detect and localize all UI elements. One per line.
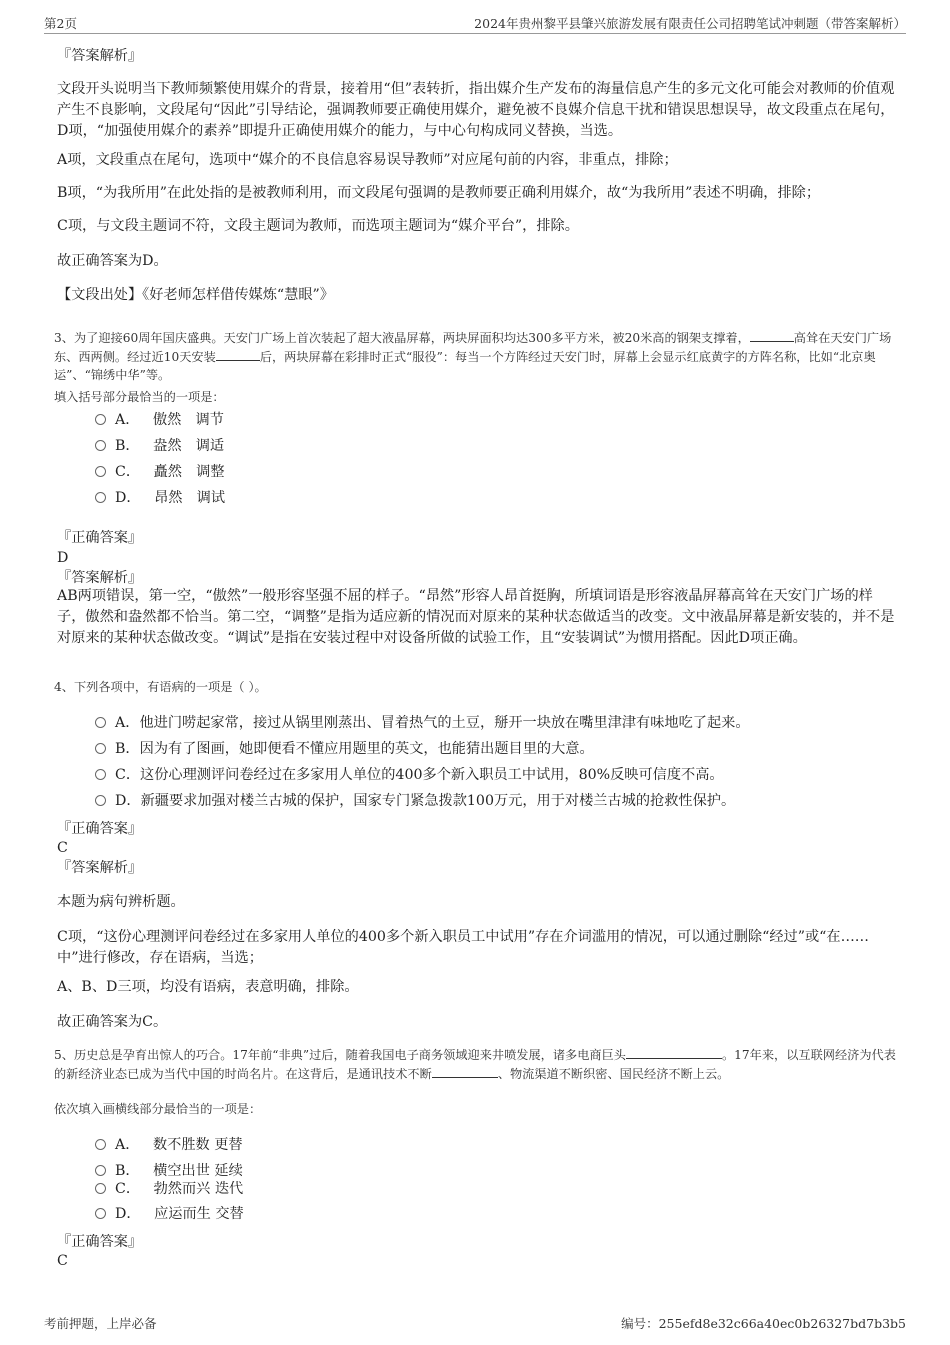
radio-icon[interactable] [95,1139,106,1150]
analysis-paragraph: AB两项错误，第一空，“傲然”一般形容坚强不屈的样子。“昂然”形容人昂首挺胸，所填词语是形容液晶屏幕高耸在天安门广场的样子，傲然和盎然都不恰当。第二空，“调整”是指为适应新的情况而对原来的某种状态做适当的改变。文中液晶屏幕是新安装的，并不是对原来的某种状态做改变。“调试”是指在安装过程中对设备所做的试验工作，且“安装调试”为惯用搭配。因此D项正确。 [57,588,895,646]
analysis-conclusion: 故正确答案为C。 [57,1014,168,1030]
option-d[interactable]: D． 应运而生 交替 [95,1204,244,1224]
answer-label: 『正确答案』 [57,821,143,837]
option-b[interactable]: B．因为有了图画，她即便看不懂应用题里的英文，也能猜出题目里的大意。 [95,739,594,759]
option-c[interactable]: C． 矗然 调整 [95,462,225,482]
question-3-stem: 3、为了迎接60周年国庆盛典。天安门广场上首次装起了超大液晶屏幕，两块屏面积均达300多平方米，被20米高的钢架支撑着， 高耸在天安门广场东、西两侧。经过近10天安装 后，两块屏幕在彩排时正式“服役”：每当一个方阵经过天安门时，屏幕上会显示红底黄字的方阵名称，比如“北京奥运”、“锦绣中华”等。 [54,331,892,382]
analysis-option-c: C项，“这份心理测评问卷经过在多家用人单位的400多个新入职员工中试用”存在介词滥用的情况，可以通过删除“经过”或“在……中”进行修改，存在语病，当选； [57,929,869,966]
option-c[interactable]: C． 勃然而兴 迭代 [95,1179,243,1199]
answer-label: 『正确答案』 [57,1234,143,1250]
analysis-label: 『答案解析』 [57,48,143,64]
analysis-paragraph: 本题为病句辨析题。 [57,894,185,910]
option-b[interactable]: B． 横空出世 延续 [95,1161,243,1181]
option-d[interactable]: D．新疆要求加强对楼兰古城的保护，国家专门紧急拨款100万元，用于对楼兰古城的抢救性保护。 [95,791,735,811]
option-a[interactable]: A． 数不胜数 更替 [95,1135,243,1155]
analysis-label: 『答案解析』 [57,860,143,876]
analysis-options-abd: A、B、D三项，均没有语病，表意明确，排除。 [57,979,359,995]
page-number: 第2页 [44,16,77,31]
question-3-prompt: 填入括号部分最恰当的一项是： [54,390,225,404]
header-divider [44,33,906,34]
document-title: 2024年贵州黎平县肇兴旅游发展有限责任公司招聘笔试冲刺题（带答案解析） [474,16,906,31]
analysis-conclusion: 故正确答案为D。 [57,253,168,269]
answer-label: 『正确答案』 [57,530,143,546]
question-4-stem: 4、下列各项中，有语病的一项是（ ）。 [54,680,267,694]
radio-icon[interactable] [95,492,106,503]
source-citation: 【文段出处】《好老师怎样借传媒炼“慧眼”》 [57,287,334,303]
fill-blank [750,329,794,342]
radio-icon[interactable] [95,743,106,754]
option-c[interactable]: C．这份心理测评问卷经过在多家用人单位的400多个新入职员工中试用，80%反映可信度不高。 [95,765,724,785]
answer-value: D [57,550,69,566]
analysis-label: 『答案解析』 [57,570,143,586]
footer-slogan: 考前押题，上岸必备 [44,1316,157,1331]
radio-icon[interactable] [95,1208,106,1219]
answer-value: C [57,840,68,856]
fill-blank [626,1046,722,1059]
radio-icon[interactable] [95,414,106,425]
analysis-option-c: C项，与文段主题词不符，文段主题词为教师，而选项主题词为“媒介平台”，排除。 [57,218,579,234]
footer-serial: 编号：255efd8e32c66a40ec0b26327bd7b3b5 [621,1316,906,1331]
option-a[interactable]: A．他进门唠起家常，接过从锅里刚蒸出、冒着热气的土豆，掰开一块放在嘴里津津有味地吃了起来。 [95,713,750,733]
fill-blank [216,348,260,361]
radio-icon[interactable] [95,466,106,477]
radio-icon[interactable] [95,1183,106,1194]
analysis-option-a: A项，文段重点在尾句，选项中“媒介的不良信息容易误导教师”对应尾句前的内容，非重点，排除； [57,152,678,168]
option-a[interactable]: A． 傲然 调节 [95,410,224,430]
radio-icon[interactable] [95,769,106,780]
option-b[interactable]: B． 盎然 调适 [95,436,224,456]
radio-icon[interactable] [95,795,106,806]
radio-icon[interactable] [95,1165,106,1176]
analysis-option-b: B项，“为我所用”在此处指的是被教师利用，而文段尾句强调的是教师要正确利用媒介，故“为我所用”表述不明确，排除； [57,185,821,201]
question-5-prompt: 依次填入画横线部分最恰当的一项是： [54,1102,262,1116]
question-5-stem: 5、历史总是孕育出惊人的巧合。17年前“非典”过后，随着我国电子商务领域迎来井喷发展，诸多电商巨头 。17年来，以互联网经济为代表的新经济业态已成为当代中国的时尚名片。在这背后，是通讯技术不断 、物流渠道不断织密、国民经济不断上云。 [54,1048,896,1081]
radio-icon[interactable] [95,440,106,451]
radio-icon[interactable] [95,717,106,728]
fill-blank [432,1065,498,1078]
analysis-paragraph: 文段开头说明当下教师频繁使用媒介的背景，接着用“但”表转折，指出媒介生产发布的海量信息产生的多元文化可能会对教师的价值观产生不良影响，文段尾句“因此”引导结论，强调教师要正确使用媒介，避免被不良媒介信息干扰和错误思想误导，故文段重点在尾句，D项，“加强使用媒介的素养”即提升正确使用媒介的能力，与中心句构成同义替换，当选。 [57,81,895,139]
answer-value: C [57,1253,68,1269]
option-d[interactable]: D． 昂然 调试 [95,488,225,508]
